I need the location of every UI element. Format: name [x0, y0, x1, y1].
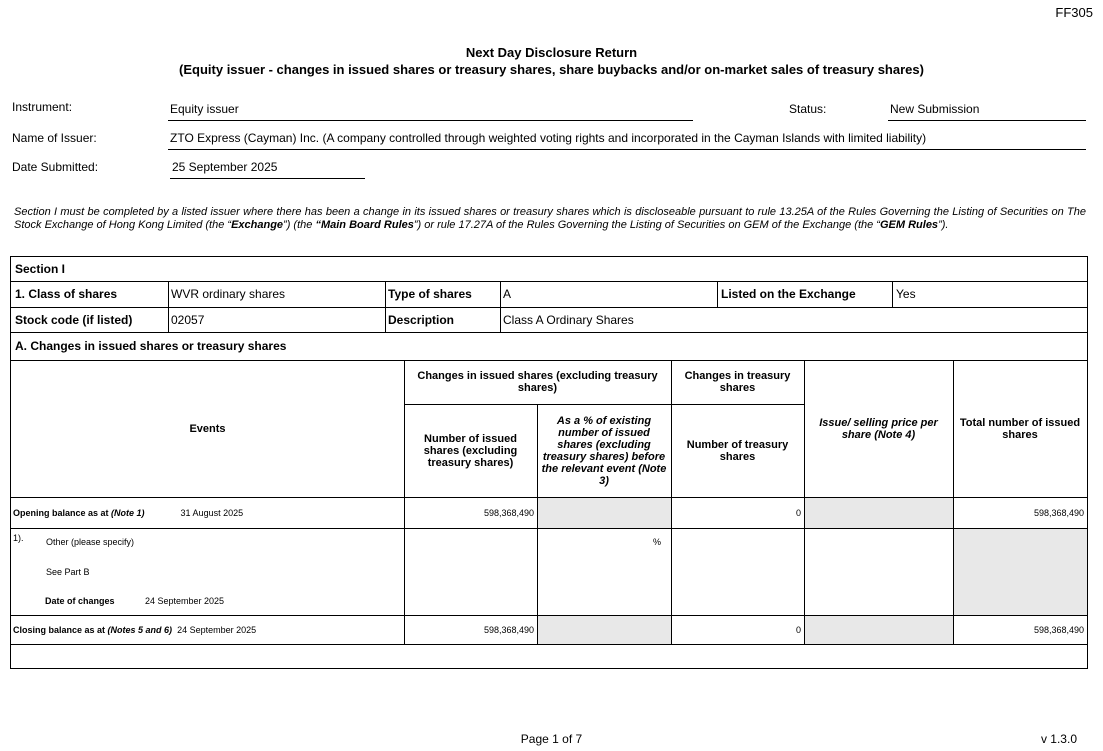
opening-balance-label-cell [13, 497, 403, 528]
intro-part3: ”) or rule 17.27A of the Rules Governing the Listing of Securities on GEM of the Exchange (the “ [413, 218, 880, 231]
type-of-shares-label: Type of shares [388, 287, 472, 301]
description-value: Class A Ordinary Shares [503, 312, 634, 327]
closing-balance-label: Closing balance as at [13, 624, 106, 635]
closing-treasury-shares: 0 [795, 624, 801, 635]
intro-part4: ”). [938, 218, 949, 231]
events-header: Events [189, 422, 226, 435]
page-subtitle: (Equity issuer - changes in issued shares or treasury shares, share buybacks and/or on-market sales of treasury shares) [179, 62, 924, 77]
issued-shares-group-header: Changes in issued shares (excluding treasury shares) [417, 370, 658, 394]
issuer-value: ZTO Express (Cayman) Inc. (A company controlled through weighted voting rights and incorporated in the Cayman Islands with limited liability) [168, 131, 1086, 150]
version-label: v 1.3.0 [1040, 732, 1077, 746]
closing-total-shares: 598,368,490 [1033, 624, 1084, 635]
event-pct-symbol: % [653, 537, 662, 547]
opening-price-cell [805, 498, 953, 528]
closing-issued-shares: 598,368,490 [483, 624, 534, 635]
opening-issued-shares: 598,368,490 [483, 507, 534, 518]
opening-pct-cell [538, 498, 671, 528]
page-title: Next Day Disclosure Return [465, 45, 638, 60]
status-label: Status: [789, 102, 827, 116]
section-i-title: Section I [15, 262, 66, 276]
opening-balance-date: 31 August 2025 [180, 507, 244, 518]
stock-code-label: Stock code (if listed) [15, 312, 133, 327]
treasury-shares-column-header: Number of treasury shares [686, 438, 789, 463]
closing-balance-date: 24 September 2025 [177, 624, 257, 635]
intro-main-board: “Main Board Rules [315, 218, 414, 231]
part-a-title: A. Changes in issued shares or treasury shares [15, 339, 287, 353]
treasury-shares-group-header: Changes in treasury shares [684, 370, 791, 394]
listed-on-exchange-label: Listed on the Exchange [721, 287, 856, 301]
event-type: Other (please specify) [46, 537, 135, 547]
closing-pct-cell [538, 616, 671, 644]
page-number: Page 1 of 7 [520, 732, 583, 746]
instrument-value: Equity issuer [168, 102, 693, 121]
closing-price-cell [805, 616, 953, 644]
opening-total-shares: 598,368,490 [1033, 507, 1084, 518]
class-of-shares-label: 1. Class of shares [15, 287, 118, 301]
intro-gem: GEM Rules [879, 218, 939, 231]
event-specify: See Part B [46, 567, 90, 577]
event-index: 1). [13, 533, 24, 543]
total-shares-column-header: Total number of issued shares [959, 416, 1081, 441]
stock-code-value: 02057 [171, 312, 205, 327]
date-submitted-label: Date Submitted: [12, 160, 99, 174]
date-submitted-value: 25 September 2025 [170, 160, 365, 179]
form-code: FF305 [1055, 5, 1093, 20]
section-i-table [10, 256, 1088, 669]
type-of-shares-value: A [503, 287, 512, 301]
instrument-label: Instrument: [12, 100, 73, 114]
event-total-cell [954, 529, 1087, 615]
issued-shares-column-header: Number of issued shares (excluding treasury shares) [423, 432, 518, 469]
status-value: New Submission [888, 102, 1086, 121]
section-intro-text [14, 206, 1086, 231]
issuer-label: Name of Issuer: [12, 131, 97, 145]
price-column-header: Issue/ selling price per share (Note 4) [819, 416, 938, 441]
opening-treasury-shares: 0 [795, 507, 801, 518]
intro-part1: Section I must be completed by a listed issuer where there has been a change in its issued shares or treasury shares which is discloseable pursuant to rule 13.25A of the Rules Governing the Listing of Securities on The Stock Exchange of Hong Kong Limited (the “ [14, 206, 1086, 231]
percentage-column-header: As a % of existing number of issued shares (excluding treasury shares) before the relevant event (Note 3) [541, 414, 667, 487]
date-of-changes-value: 24 September 2025 [145, 596, 225, 606]
class-of-shares-value: WVR ordinary shares [171, 287, 286, 301]
closing-balance-note: (Notes 5 and 6) [107, 624, 173, 635]
intro-exchange: Exchange [231, 218, 284, 231]
date-of-changes-label: Date of changes [45, 596, 115, 606]
listed-on-exchange-value: Yes [896, 287, 916, 301]
opening-balance-note: (Note 1) [111, 507, 145, 518]
intro-part2: ”) (the [283, 218, 316, 231]
description-label: Description [388, 312, 455, 327]
closing-balance-label-cell [13, 615, 403, 644]
opening-balance-label: Opening balance as at [13, 507, 109, 518]
